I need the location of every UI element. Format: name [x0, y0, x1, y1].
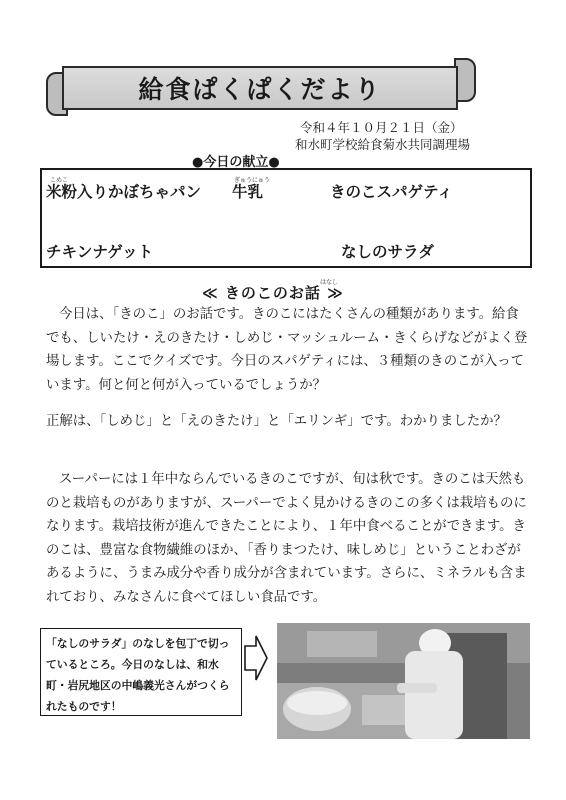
kitchen-photo: [277, 623, 530, 739]
menu-item-milk: 牛乳: [232, 183, 264, 201]
ruby-hanashi: はなし: [320, 279, 339, 286]
menu-item-nuggets: チキンナゲット: [46, 243, 154, 261]
arrow-right-icon: [244, 634, 268, 682]
page-title: 給食ぱくぱくだより: [138, 75, 382, 104]
menu-item-bread: 米粉入りかぼちゃパン: [46, 183, 202, 201]
story-paragraph-2: 正解は、「しめじ」と「えのきたけ」と「エリンギ」です。わかりましたか？: [46, 414, 507, 429]
title-banner: [62, 66, 458, 110]
story-paragraph-3: スーパーには１年中ならんでいるきのこですが、旬は秋です。きのこは天然ものと栽培ものがありますが、スーパーでよく見かけるきのこの多くは栽培ものになります。栽培技術が進んできたことにより、１年中食べることができます。きのこは、豊富な食物繊維のほか、「香りまつたけ、味しめじ」ということわざがあるように、うまみ成分や香り成分が含まれています。さらに、ミネラルも含まれており、みなさんに食べてほしい食品です。: [46, 472, 527, 605]
photo-caption-text: 「なしのサラダ」のなしを包丁で切っているところ。今日のなしは、和水町・岩尻地区の中嶋義光さんがつくられたものです！: [46, 637, 230, 713]
ruby-komeko: こめこ: [50, 177, 69, 184]
issue-date: 令和４年１０月２１日（金）: [300, 120, 463, 135]
ruby-gyunyu: ぎゅうにゅう: [234, 177, 270, 184]
story-paragraph-1: 今日は、「きのこ」のお話です。きのこにはたくさんの種類があります。給食でも、しいたけ・えのきたけ・しめじ・マッシュルーム・きくらげなどがよく登場します。ここでクイズです。今日のスパゲティには、３種類のきのこが入っています。何と何と何が入っているでしょうか？: [46, 307, 528, 393]
publisher-name: 和水町学校給食菊水共同調理場: [295, 137, 471, 152]
story-title: ≪ きのこのお話 ≫: [202, 284, 344, 302]
menu-item-pear-salad: なしのサラダ: [341, 243, 434, 261]
menu-heading: ●今日の献立●: [192, 155, 280, 170]
photo-caption: [40, 628, 242, 716]
menu-item-spaghetti: きのこスパゲティ: [330, 183, 453, 201]
